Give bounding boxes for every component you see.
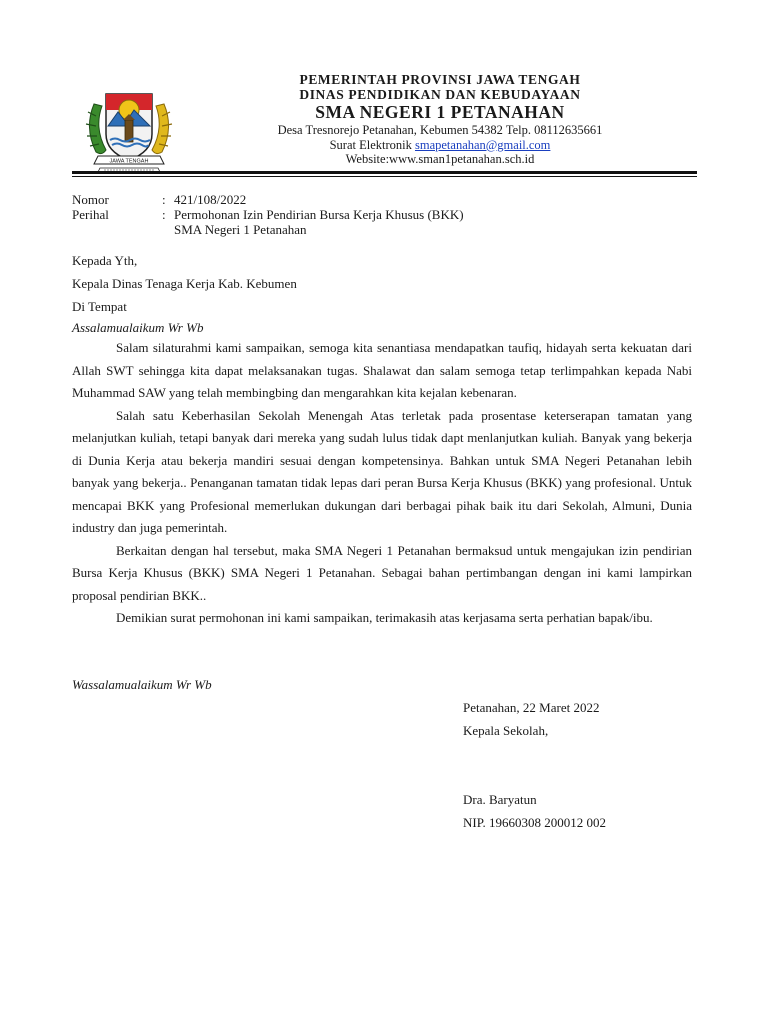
- perihal-value-line2: SMA Negeri 1 Petanahan: [174, 222, 307, 237]
- letterhead-divider-thin: [72, 176, 697, 177]
- letterhead-email-line: [200, 138, 680, 153]
- nomor-value: 421/108/2022: [174, 192, 247, 207]
- recipient-name: Kepala Dinas Tenaga Kerja Kab. Kebumen: [72, 276, 297, 291]
- nomor-colon: :: [162, 192, 166, 207]
- email-label: Surat Elektronik: [329, 137, 412, 152]
- body-paragraph: Demikian surat permohonan ini kami sampaikan, terimakasih atas kerjasama serta perhatian bapak/ibu.: [116, 610, 653, 625]
- letterhead-address: Desa Tresnorejo Petanahan, Kebumen 54382 Telp. 08112635661: [277, 123, 603, 137]
- body-paragraph: Berkaitan dengan hal tersebut, maka SMA Negeri 1 Petanahan bermaksud untuk mengajukan izin pendirian Bursa Kerja Khusus (BKK) SMA Negeri 1 Petanahan. Sebagai bahan pertimbangan dengan ini kami lampirkan proposal pendirian BKK..: [72, 542, 692, 603]
- body-paragraph: Salah satu Keberhasilan Sekolah Menengah Atas terletak pada prosentase keterserapan tamatan yang melanjutkan kuliah, tetapi banyak dari mereka yang sudah lulus tidak dapt menlanjutkan kuliah. Banyak yang bekerja di Dunia Kerja atau bekerja mandiri sesuai dengan kompetensinya. Bahkan untuk SMA Negeri Petanahan lebih banyak yang bekerja.. Penanganan tamatan tidak lepas dari peran Bursa Kerja Khusus (BKK) yang profesional. Untuk mencapai BKK yang Profesional memerlukan dukungan dari berbagai pihak baik itu dari Sekolah, Almuni, Dunia industry dan juga pemerintah.: [72, 407, 692, 535]
- email-link[interactable]: smapetanahan@gmail.com: [414, 137, 551, 152]
- perihal-label: Perihal: [72, 207, 109, 222]
- emblem-ribbon-text: JAWA TENGAH: [109, 158, 149, 165]
- letterhead-website: Website:www.sman1petanahan.sch.id: [345, 152, 535, 166]
- letterhead-department: DINAS PENDIDIKAN DAN KEBUDAYAAN: [299, 87, 581, 102]
- letterhead: [200, 72, 680, 167]
- signature-nip: NIP. 19660308 200012 002: [463, 815, 607, 830]
- nomor-label: Nomor: [72, 192, 109, 207]
- letterhead-province: PEMERINTAH PROVINSI JAWA TENGAH: [299, 72, 581, 87]
- closing-greeting: Wassalamualaikum Wr Wb: [72, 677, 212, 692]
- recipient-place: Di Tempat: [72, 299, 127, 314]
- letter-body: [72, 337, 692, 630]
- perihal-value-line1: Permohonan Izin Pendirian Bursa Kerja Khusus (BKK): [174, 207, 464, 222]
- letterhead-divider-thick: [72, 171, 697, 174]
- recipient-salutation: Kepada Yth,: [72, 253, 138, 268]
- signature-title: Kepala Sekolah,: [463, 723, 549, 738]
- letterhead-school-name: SMA NEGERI 1 PETANAHAN: [315, 102, 565, 122]
- opening-greeting: Assalamualaikum Wr Wb: [72, 320, 204, 335]
- signature-name: Dra. Baryatun: [463, 792, 537, 807]
- perihal-colon: :: [162, 207, 166, 222]
- signature-place-date: Petanahan, 22 Maret 2022: [463, 700, 600, 715]
- body-paragraph: Salam silaturahmi kami sampaikan, semoga kita senantiasa mendapatkan taufiq, hidayah serta kekuatan dari Allah SWT sehingga kita dapat melaksanakan tugas. Shalawat dan salam semoga tetap terlimpahkan kepada Nabi Muhammad SAW yang telah membingbing dan mengarahkan kita kejalan kebenaran.: [72, 340, 692, 400]
- province-emblem-icon: [80, 82, 178, 174]
